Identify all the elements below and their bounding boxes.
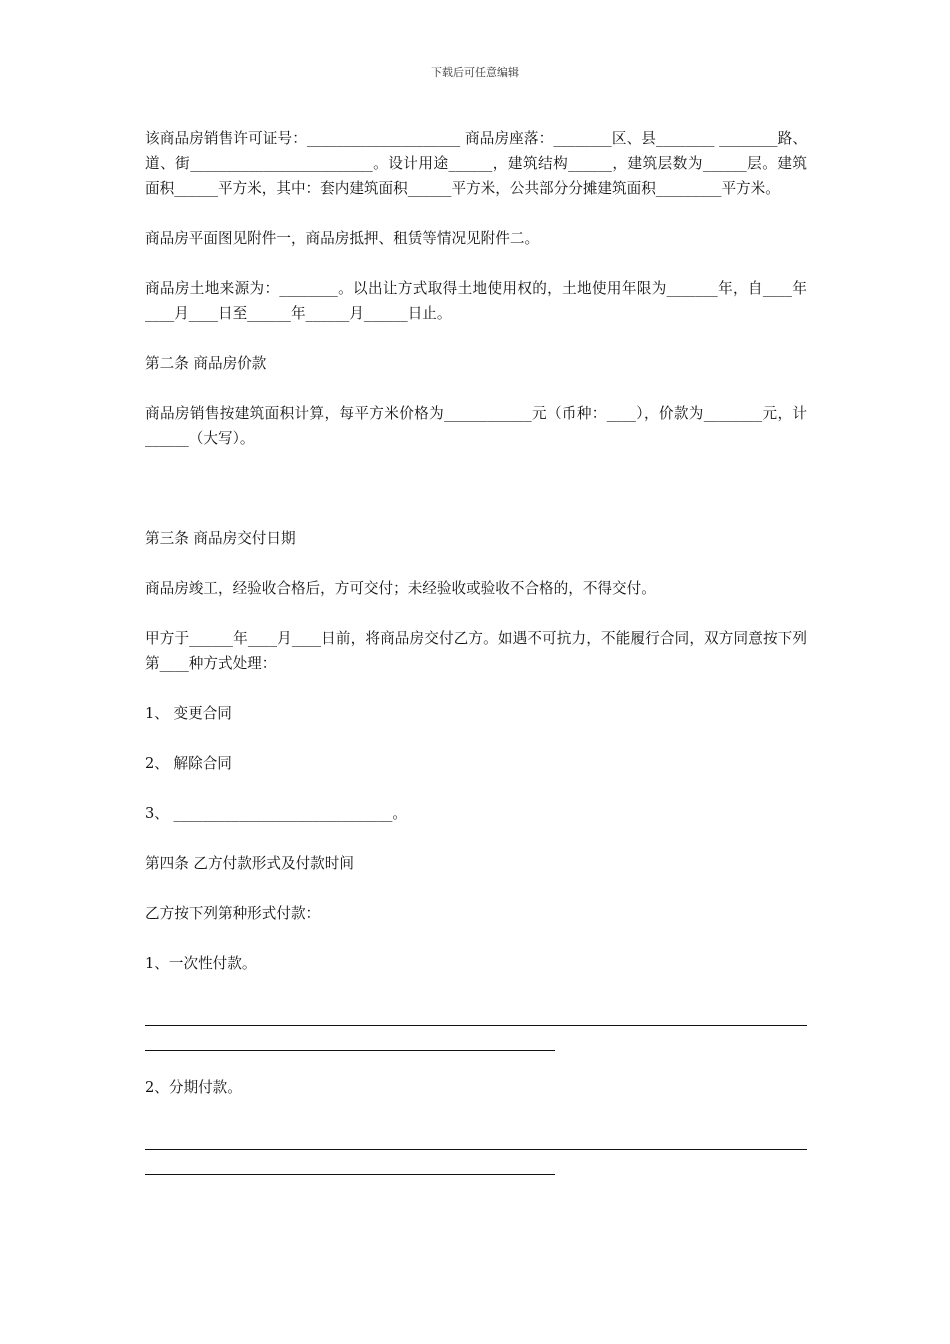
paragraph-property-permit: 该商品房销售许可证号：_____________________ 商品房座落：________区、县________ ________路、道、街_________________________。设计用途______，建筑结构______，建筑层数为______层。建筑面积______平方米，其中：套内建筑面积______平方米，公共部分分摊建筑面积_________平方米。 [145, 130, 807, 197]
paragraph-attachments: 商品房平面图见附件一，商品房抵押、租赁等情况见附件二。 [145, 230, 540, 247]
paragraph-completion: 商品房竣工，经验收合格后，方可交付；未经验收或验收不合格的，不得交付。 [145, 580, 656, 597]
fill-in-line [145, 1125, 807, 1150]
document-body [145, 126, 807, 1199]
list-item-installment: 2、分期付款。 [145, 1079, 242, 1096]
spacer [145, 476, 807, 526]
fill-in-line [145, 1026, 555, 1051]
section-heading-article-4: 第四条 乙方付款形式及付款时间 [145, 855, 354, 872]
list-item-option-3: 3、 ______________________________。 [145, 805, 408, 822]
fill-in-line [145, 1150, 555, 1175]
paragraph-delivery-date: 甲方于______年____月____日前，将商品房交付乙方。如遇不可抗力，不能履行合同，双方同意按下列第____种方式处理： [145, 630, 807, 672]
fill-in-line [145, 1001, 807, 1026]
list-item-option-2: 2、 解除合同 [145, 755, 232, 772]
paragraph-land-source: 商品房土地来源为：________。以出让方式取得土地使用权的，土地使用年限为_______年，自____年____月____日至______年______月______日止。 [145, 280, 807, 322]
section-heading-article-3: 第三条 商品房交付日期 [145, 530, 296, 547]
paragraph-price: 商品房销售按建筑面积计算，每平方米价格为____________元（币种：____），价款为________元，计______（大写）。 [145, 405, 807, 447]
list-item-lump-sum: 1、一次性付款。 [145, 955, 257, 972]
section-heading-article-2: 第二条 商品房价款 [145, 355, 267, 372]
list-item-option-1: 1、 变更合同 [145, 705, 232, 722]
paragraph-payment-method: 乙方按下列第种形式付款： [145, 905, 321, 922]
page-header-note: 下载后可任意编辑 [431, 66, 519, 79]
